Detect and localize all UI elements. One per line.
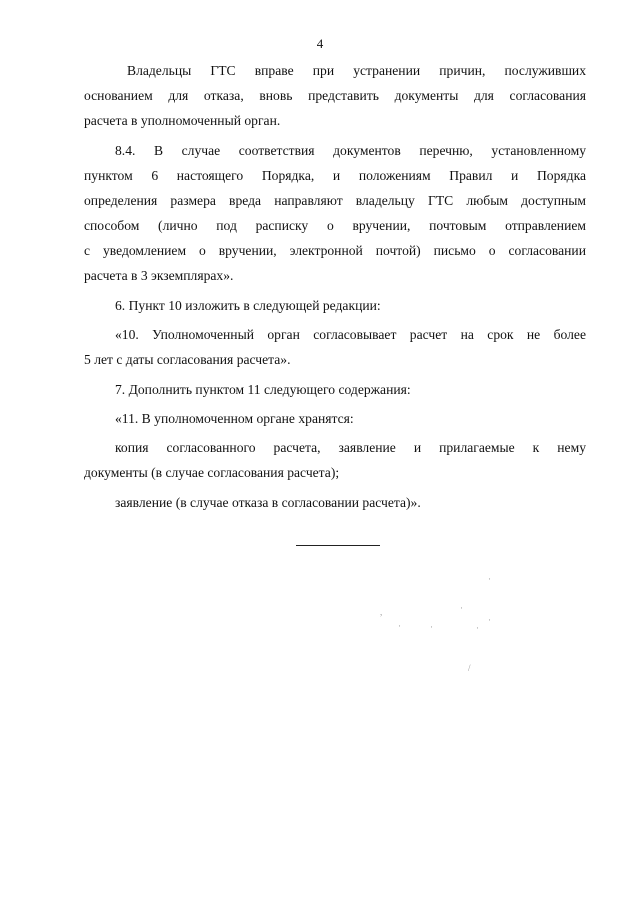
page-number: 4: [316, 36, 324, 51]
text-line: определения размера вреда направляют владельцу ГТС любым доступным: [84, 193, 586, 208]
paragraph-item-6: [84, 293, 586, 318]
paragraph-copy-list: [84, 435, 586, 485]
scan-speck: ·: [488, 574, 491, 584]
text-line: способом (лично под расписку о вручении, почтовым отправлением: [84, 218, 586, 233]
paragraph-item-7: [84, 377, 586, 402]
text-line: расчета в 3 экземплярах».: [84, 268, 234, 283]
separator-line: [296, 545, 380, 546]
text-line: «10. Уполномоченный орган согласовывает расчет на срок не более: [115, 327, 586, 342]
text-line: «11. В уполномоченном органе хранятся:: [115, 411, 354, 426]
text-line: пунктом 6 настоящего Порядка, и положениям Правил и Порядка: [84, 168, 586, 183]
scan-speck: ·: [488, 615, 491, 625]
text-line: 7. Дополнить пунктом 11 следующего содержания:: [115, 382, 411, 397]
text-line: 5 лет с даты согласования расчета».: [84, 352, 291, 367]
text-line: документы (в случае согласования расчета);: [84, 465, 340, 480]
text-line: расчета в уполномоченный орган.: [84, 113, 281, 128]
text-line: Владельцы ГТС вправе при устранении причин, послуживших: [127, 63, 586, 78]
scan-speck: ·: [460, 603, 463, 613]
document-body: [84, 58, 586, 516]
scan-speck: /: [468, 663, 471, 673]
scan-speck: ·: [430, 622, 433, 632]
paragraph-quote-10: [84, 322, 586, 372]
scan-speck: ,: [380, 607, 383, 617]
paragraph-refusal-statement: [84, 490, 586, 515]
scan-speck: ·: [398, 621, 401, 631]
text-line: 6. Пункт 10 изложить в следующей редакции:: [115, 298, 381, 313]
text-line: заявление (в случае отказа в согласовании расчета)».: [115, 495, 421, 510]
scan-speck: ·: [476, 623, 479, 633]
text-line: с уведомлением о вручении, электронной почтой) письмо о согласовании: [84, 243, 586, 258]
text-line: 8.4. В случае соответствия документов перечню, установленному: [115, 143, 586, 158]
paragraph-8-4: [84, 138, 586, 288]
text-line: копия согласованного расчета, заявление и прилагаемые к нему: [115, 440, 586, 455]
paragraph-quote-11: [84, 406, 586, 431]
paragraph-resubmit-documents: [84, 58, 586, 133]
text-line: основанием для отказа, вновь представить документы для согласования: [84, 88, 586, 103]
